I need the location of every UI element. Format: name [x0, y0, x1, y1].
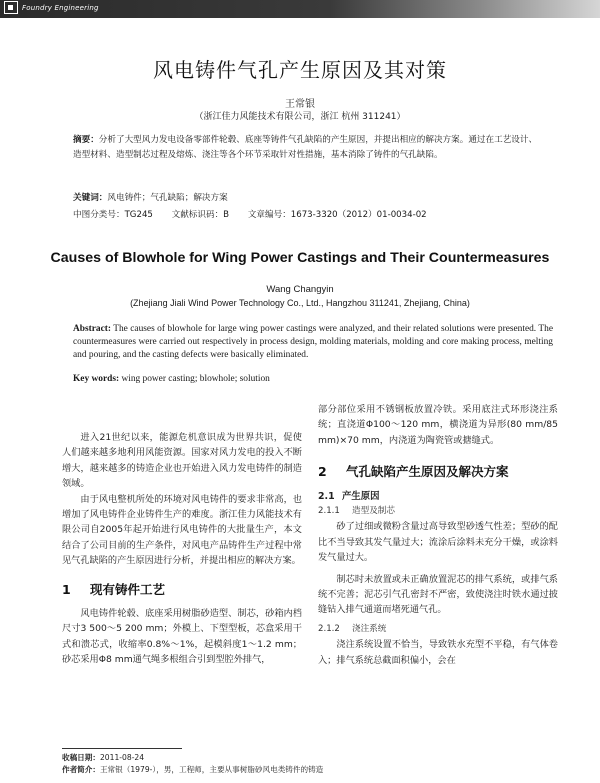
english-keywords-text: wing power casting; blowhole; solution [119, 374, 270, 384]
chinese-keywords-text: 风电铸件；气孔缺陷；解决方案 [107, 193, 228, 203]
section-1-title: 现有铸件工艺 [90, 581, 166, 597]
author-bio-text: 王常银（1979-），男，工程师，主要从事树脂砂风电类铸件的铸造 [99, 765, 324, 774]
english-keywords-label: Key words: [73, 374, 120, 384]
received-date-note [62, 752, 562, 763]
journal-name: Foundry Engineering [22, 4, 99, 12]
process-continued-paragraph: 部分部位采用不锈钢板放置冷铁。采用底注式环形浇注系统；直浇道Φ100～120 mm，横浇道为异形(80 mm/85 mm)×70 mm，内浇道为陶瓷管或搪缝式。 [318, 404, 558, 446]
chinese-affiliation: （浙江佳力风能技术有限公司，浙江 杭州 311241） [194, 112, 406, 122]
body-column-left [62, 430, 302, 668]
journal-header-strip [0, 0, 600, 18]
english-author: Wang Changyin [266, 284, 334, 295]
received-date: 2011-08-24 [99, 753, 145, 762]
footnote-rule [62, 748, 182, 749]
section-2-heading [318, 464, 558, 479]
chinese-title: 风电铸件气孔产生原因及其对策 [153, 58, 447, 82]
section-2-1-1-paragraph-1: 砂了过细或微粉含量过高导致型砂透气性差；型砂的配比不当导致其发气量过大；流涂后涂料未充分干燥，或涂料发气量过大。 [318, 521, 558, 564]
section-2-number: 2 [318, 464, 327, 480]
chinese-abstract-label: 摘要： [73, 135, 99, 145]
chinese-abstract [73, 133, 543, 163]
chinese-abstract-text: 分析了大型风力发电设备零部件轮毂、底座等铸件气孔缺陷的产生原因，并提出相应的解决方案。通过在工艺设计、造型材料、造型制芯过程及熔炼、浇注等各个环节采取针对性措施，基本消除了铸件的气孔缺陷。 [73, 135, 538, 160]
intro-paragraph-2: 由于风电整机所处的环境对风电铸件的要求非常高，也增加了风电铸件企业铸件生产的难度。浙江佳力风能技术有限公司自2005年起开始进行风电铸件的大批量生产，本文结合了公司目前的生产条件，对风电产品铸件生产过程中常见气孔缺陷的产生原因进行分析，并提出相应的解决方案。 [62, 493, 302, 567]
section-2-title: 气孔缺陷产生原因及解决方案 [346, 464, 509, 480]
section-2-1-1-title: 造型及制芯 [352, 506, 395, 517]
section-1-paragraph: 风电铸件轮毂、底座采用树脂砂造型、制芯，砂箱内档尺寸3 500～5 200 mm；外模上、下型型板，芯盒采用干式和溃芯式，收缩率0.8%～1%，起模斜度1～1.2 mm；砂芯采用Φ8 mm通气绳多根组合引到型腔外排气， [62, 608, 302, 666]
article-number: 文章编号：1673-3320（2012）01-0034-02 [247, 210, 427, 220]
received-label: 收稿日期： [62, 753, 100, 762]
section-2-1-1-heading [318, 504, 558, 519]
english-title: Causes of Blowhole for Wing Power Castings and Their Countermeasures [50, 250, 550, 266]
chinese-author: 王常银 [285, 99, 315, 110]
section-2-1-2-paragraph: 浇注系统设置不恰当，导致铁水充型不平稳，有气体卷入；排气系统总截面积偏小，会在 [318, 639, 558, 666]
section-2-1-heading [318, 489, 558, 504]
section-2-1-2-number: 2.1.2 [318, 623, 340, 634]
section-1-number: 1 [62, 581, 71, 597]
intro-paragraph-1: 进入21世纪以来，能源危机意识成为世界共识，促使人们越来越多地利用风能资源。国家对风力发电的投入不断增大，越来越多的铸造企业也开始进入风力发电铸件的制造领域。 [62, 432, 302, 490]
english-abstract-text: The causes of blowhole for large wing power castings were analyzed, and their related solutions were presented. The countermeasures were carried out respectively in process design, molding materials, molding and core making process, melting and pouring, and the casting defects were basically eliminated. [73, 324, 553, 360]
section-2-1-1-paragraph-2: 制芯时未放置或未正确放置泥芯的排气系统，或排气系统不完善；泥芯引气孔密封不严密，致使浇注时铁水通过披缝钻入排气通道而堵死通气孔。 [318, 573, 558, 616]
chinese-keywords-label: 关键词： [73, 193, 108, 203]
classification-line [73, 208, 543, 220]
english-abstract [73, 323, 553, 362]
author-bio-label: 作者简介： [62, 765, 100, 774]
english-keywords [73, 374, 553, 384]
chinese-keywords [73, 191, 543, 203]
journal-logo [4, 1, 18, 14]
section-2-1-1-number: 2.1.1 [318, 506, 340, 517]
section-2-1-2-heading [318, 622, 558, 637]
section-2-1-number: 2.1 [318, 490, 335, 502]
section-2-1-title: 产生原因 [342, 490, 380, 502]
section-2-1-2-title: 浇注系统 [352, 623, 387, 634]
section-1-heading [62, 582, 302, 597]
english-affiliation: (Zhejiang Jiali Wind Power Technology Co., Ltd., Hangzhou 311241, Zhejiang, China) [130, 298, 470, 308]
author-bio-note [62, 764, 562, 775]
document-code: 文献标识码：B [171, 210, 230, 220]
class-number: 中图分类号：TG245 [73, 210, 153, 220]
body-column-right [318, 402, 558, 668]
english-abstract-label: Abstract: [73, 324, 112, 334]
